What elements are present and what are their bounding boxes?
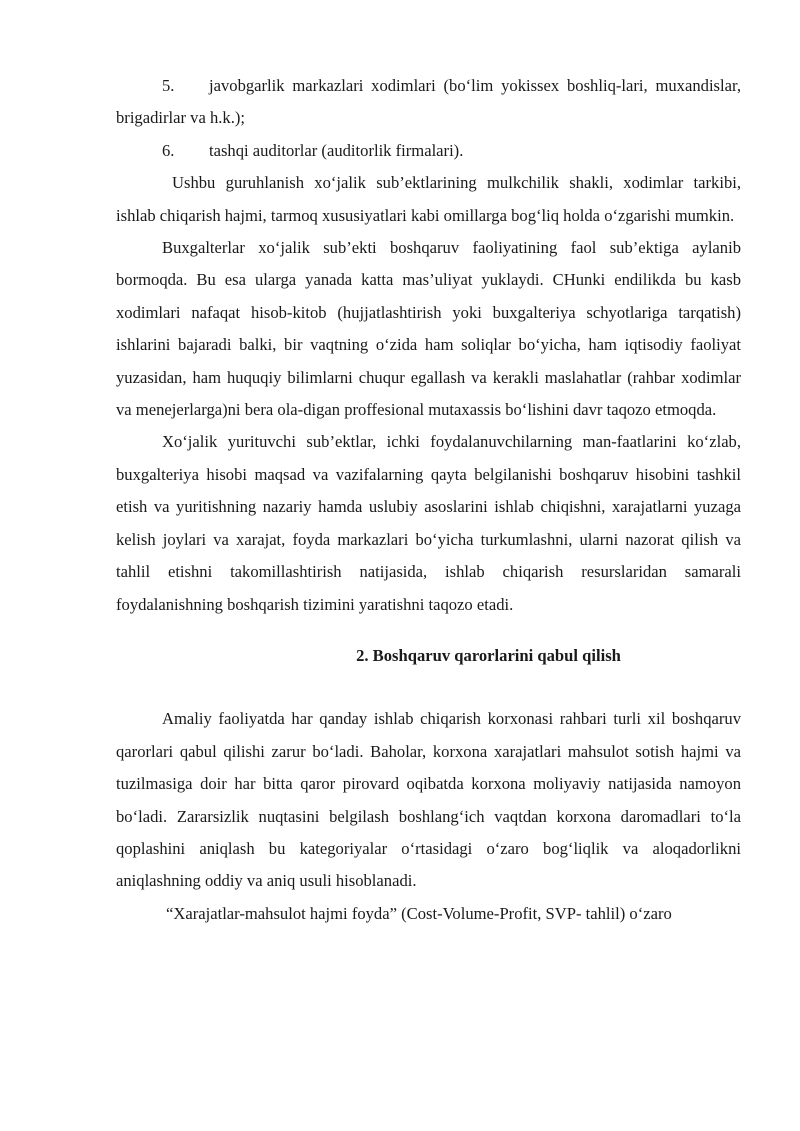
document-page (116, 70, 741, 930)
list-item-text: javobgarlik markazlari xodimlari (bo‘lim yokissex boshliq-lari, muxandislar, brigadirlar va h.k.); (116, 76, 741, 128)
list-item-text: tashqi auditorlar (auditorlik firmalari). (209, 140, 464, 160)
paragraph: Amaliy faoliyatda har qanday ishlab chiqarish korxonasi rahbari turli xil boshqaruv qarorlari qabul qilishi zarur bo‘ladi. Baholar, korxona xarajatlari mahsulot sotish hajmi va tuzilmasiga doir har bitta qaror pirovard oqibatda korxona moliyaviy natijasida namoyon bo‘ladi. Zararsizlik nuqtasini belgilash boshlang‘ich vaqtdan korxona daromadlari to‘la qoplashini aniqlash bu kategoriyalar o‘rtasidagi o‘zaro bog‘liqlik va aloqadorlikni aniqlashning oddiy va aniq usuli hisoblanadi. (116, 709, 741, 891)
list-item (116, 135, 741, 167)
list-item (116, 70, 741, 135)
list-item-number: 6. (162, 140, 175, 160)
paragraph: Ushbu guruhlanish xo‘jalik sub’ektlarining mulkchilik shakli, xodimlar tarkibi, ishlab chiqarish hajmi, tarmoq xususiyatlari kabi omillarga bog‘liq holda o‘zgarishi mumkin. (116, 173, 741, 225)
paragraph: Xo‘jalik yurituvchi sub’ektlar, ichki foydalanuvchilarning man-faatlarini ko‘zlab, buxgalteriya hisobi maqsad va vazifalarning qayta belgilanishi boshqaruv hisobini tashkil etish va yuritishning nazariy hamda uslubiy asoslarini ishlab chiqishni, xarajatlarni yuzaga kelish joylari va xarajat, foyda markazlari bo‘yicha turkumlashni, ularni nazorat qilish va tahlil etishni takomillashtirish natijasida, ishlab chiqarish resurslaridan samarali foydalanishning boshqarish tizimini yaratishni taqozo etadi. (116, 432, 741, 614)
paragraph: “Xarajatlar-mahsulot hajmi foyda” (Cost-Volume-Profit, SVP- tahlil) o‘zaro (166, 903, 672, 923)
paragraph: Buxgalterlar xo‘jalik sub’ekti boshqaruv faoliyatining faol sub’ektiga aylanib bormoqda. Bu esa ularga yanada katta mas’uliyat yuklaydi. CHunki endilikda bu kasb xodimlari nafaqat hisob-kitob (hujjatlashtirish yoki buxgalteriya schyotlariga tarqatish) ishlarini bajaradi balki, bir vaqtning o‘zida ham soliqlar bo‘yicha, ham iqtisodiy faoliyat yuzasidan, ham huquqiy bilimlarni chuqur egallash va kerakli maslahatlar (rahbar xodimlar va menejerlarga)ni bera ola-digan proffesional mutaxassis bo‘lishini davr taqozo etmoqda. (116, 238, 741, 420)
list-item-number: 5. (162, 76, 175, 95)
section-heading: 2. Boshqaruv qarorlarini qabul qilish (356, 645, 621, 665)
